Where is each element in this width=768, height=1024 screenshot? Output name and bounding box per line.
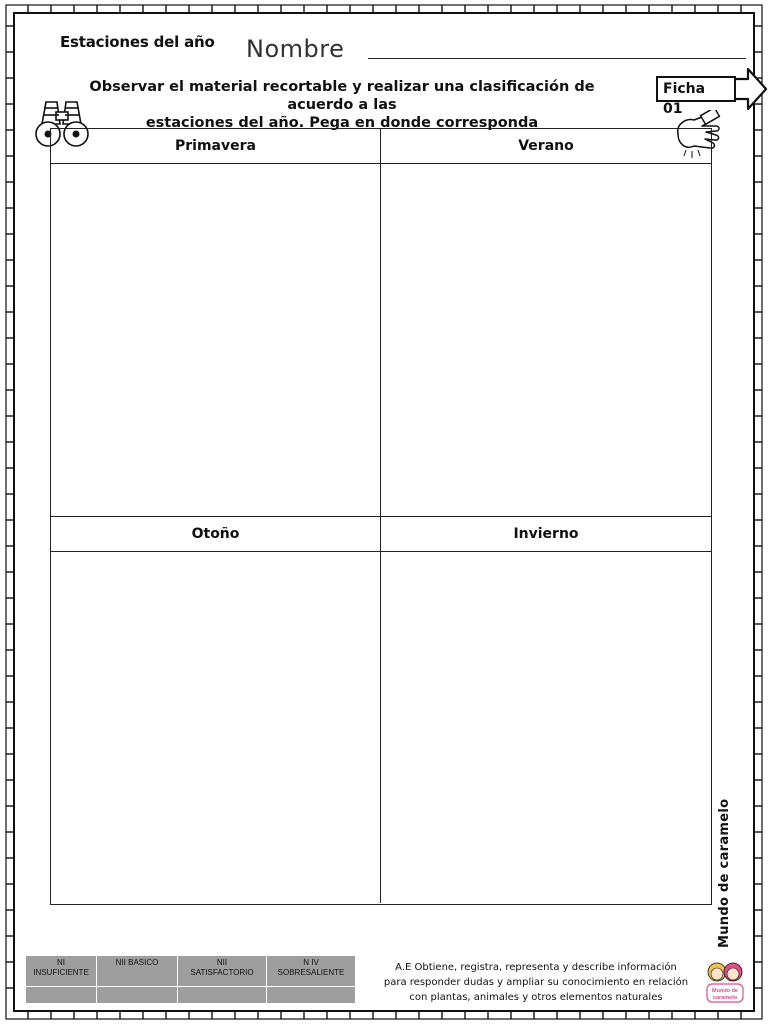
season-cell-otono[interactable] xyxy=(51,517,381,903)
instructions xyxy=(58,78,626,132)
level-cell-4: N IV SOBRESALIENTE xyxy=(267,956,356,987)
brand-vertical-label: Mundo de caramelo xyxy=(717,798,732,948)
season-heading: Otoño xyxy=(51,517,380,552)
name-label: Nombre xyxy=(246,35,345,63)
instructions-line-1: Observar el material recortable y realizar una clasificación de acuerdo a las xyxy=(89,79,595,113)
season-cell-primavera[interactable] xyxy=(51,129,381,517)
level-mark-2[interactable] xyxy=(97,987,178,1004)
ficha-label: Ficha 01 xyxy=(656,76,736,102)
evaluation-levels-table xyxy=(25,955,356,1004)
season-heading: Invierno xyxy=(381,517,711,552)
brand-logo xyxy=(704,960,746,1004)
seasons-grid xyxy=(50,128,712,905)
season-heading: Primavera xyxy=(51,129,380,164)
logo-text-line-2: caramelo xyxy=(712,995,738,1001)
level-cell-3: NII SATISFACTORIO xyxy=(178,956,267,987)
level-mark-4[interactable] xyxy=(267,987,356,1004)
instructions-line-2: estaciones del año. Pega en donde corresponda xyxy=(145,115,539,131)
season-cell-invierno[interactable] xyxy=(381,517,711,903)
level-mark-1[interactable] xyxy=(26,987,97,1004)
level-cell-1: NI INSUFICIENTE xyxy=(26,956,97,987)
level-mark-3[interactable] xyxy=(178,987,267,1004)
season-cell-verano[interactable] xyxy=(381,129,711,517)
arrow-right-icon xyxy=(734,67,768,111)
learning-goal: A.E Obtiene, registra, representa y describe información para responder dudas y ampliar su conocimiento en relación con plantas, animales y otros elementos naturales xyxy=(383,962,689,1003)
worksheet-series-title: Estaciones del año xyxy=(60,33,215,51)
logo-text-line-1: Mundo de xyxy=(712,988,738,994)
ficha-badge xyxy=(656,67,768,117)
name-field-line[interactable] xyxy=(368,58,746,59)
level-cell-2: NII BASICO xyxy=(97,956,178,987)
season-heading: Verano xyxy=(381,129,711,164)
